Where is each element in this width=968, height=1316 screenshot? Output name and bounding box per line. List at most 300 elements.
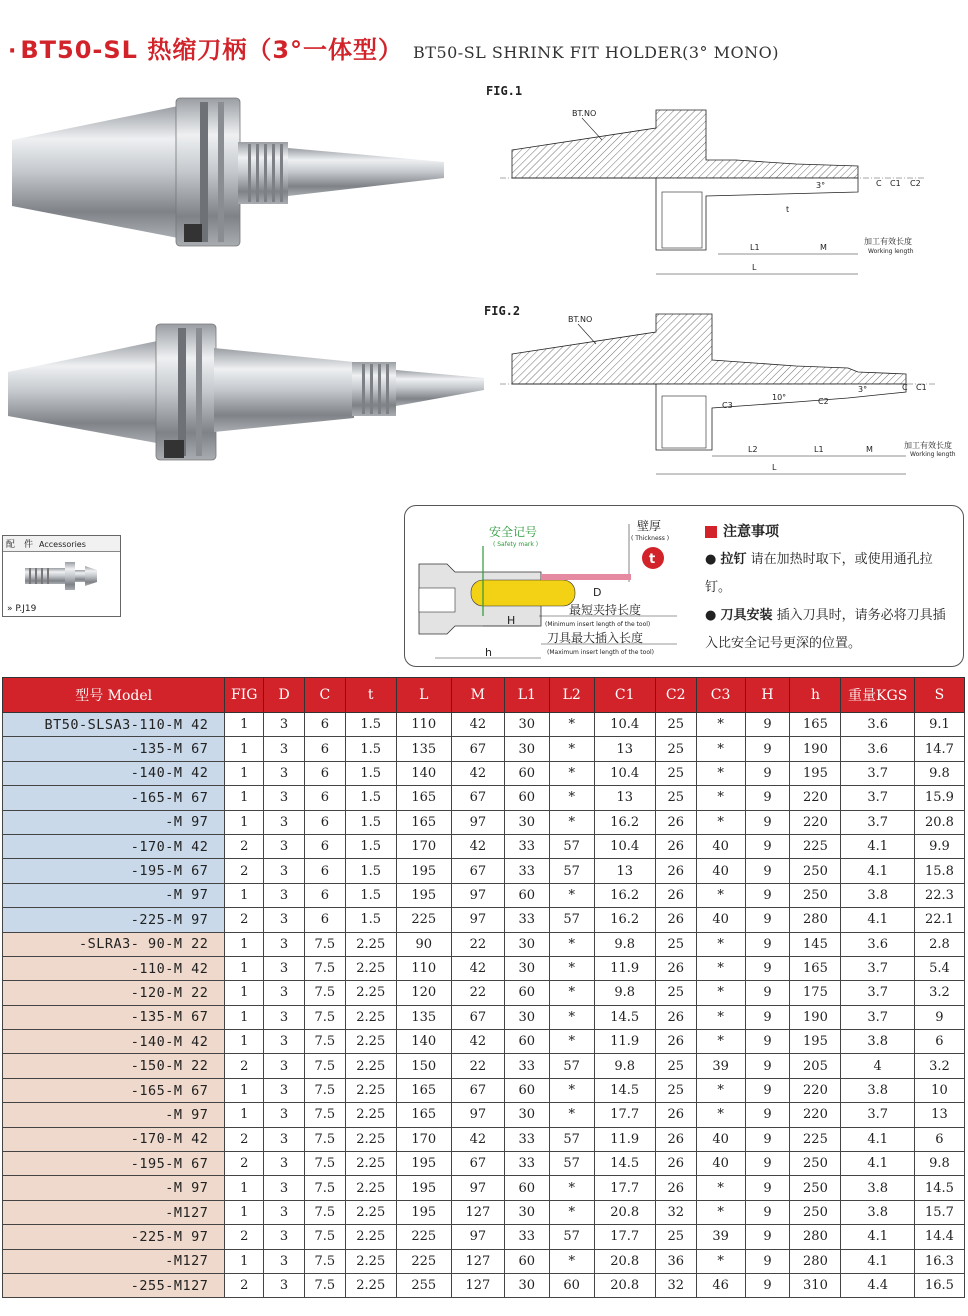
table-cell: 205 bbox=[790, 1054, 841, 1078]
table-cell: 26 bbox=[655, 883, 696, 907]
model-cell: -170-M 42 bbox=[3, 834, 225, 858]
table-cell: 195 bbox=[790, 761, 841, 785]
pull-stud-image bbox=[21, 556, 101, 596]
table-cell: 26 bbox=[655, 908, 696, 932]
table-cell: * bbox=[549, 956, 594, 980]
table-cell: 9 bbox=[745, 1103, 790, 1127]
table-cell: 9.8 bbox=[594, 932, 655, 956]
table-cell: 11.9 bbox=[594, 1030, 655, 1054]
table-cell: 195 bbox=[396, 1176, 451, 1200]
table-cell: 2.25 bbox=[345, 956, 396, 980]
table-cell: 57 bbox=[549, 1225, 594, 1249]
table-cell: 9 bbox=[745, 883, 790, 907]
table-cell: 7.5 bbox=[304, 1127, 345, 1151]
table-cell: 110 bbox=[396, 956, 451, 980]
table-row bbox=[3, 1054, 965, 1078]
table-cell: 195 bbox=[396, 1152, 451, 1176]
model-cell: -M 97 bbox=[3, 883, 225, 907]
table-cell: 1 bbox=[225, 786, 264, 810]
table-cell: 14.7 bbox=[914, 737, 964, 761]
table-cell: 20.8 bbox=[594, 1249, 655, 1273]
product-photo-fig1 bbox=[8, 92, 448, 252]
table-cell: 7.5 bbox=[304, 1225, 345, 1249]
table-cell: 2.25 bbox=[345, 1103, 396, 1127]
model-cell: -110-M 42 bbox=[3, 956, 225, 980]
table-cell: 30 bbox=[504, 713, 549, 737]
max-insert-cn: 刀具最大插入长度 bbox=[547, 631, 644, 645]
table-cell: 250 bbox=[790, 1176, 841, 1200]
accessories-ref-link[interactable]: » P.J19 bbox=[7, 604, 37, 614]
table-cell: 30 bbox=[504, 932, 549, 956]
table-cell: 225 bbox=[396, 908, 451, 932]
table-cell: 26 bbox=[655, 956, 696, 980]
fig2-dim-c2: C2 bbox=[818, 397, 829, 406]
table-cell: 195 bbox=[396, 859, 451, 883]
table-cell: 39 bbox=[696, 1225, 745, 1249]
table-cell: 3 bbox=[264, 1273, 305, 1297]
table-cell: 4 bbox=[841, 1054, 914, 1078]
table-cell: * bbox=[549, 1200, 594, 1224]
table-cell: 30 bbox=[504, 1103, 549, 1127]
fig1-dim-l1: L1 bbox=[750, 243, 760, 252]
table-cell: 6 bbox=[304, 713, 345, 737]
table-cell: 20.8 bbox=[594, 1273, 655, 1297]
table-row bbox=[3, 834, 965, 858]
table-cell: 40 bbox=[696, 1152, 745, 1176]
column-header: h bbox=[790, 678, 841, 713]
table-cell: 195 bbox=[790, 1030, 841, 1054]
table-cell: 26 bbox=[655, 810, 696, 834]
table-row bbox=[3, 1078, 965, 1102]
table-cell: 2 bbox=[225, 908, 264, 932]
table-cell: * bbox=[696, 1078, 745, 1102]
column-header: L1 bbox=[504, 678, 549, 713]
table-cell: 9 bbox=[745, 1225, 790, 1249]
table-cell: 9.8 bbox=[914, 761, 964, 785]
table-cell: 2.25 bbox=[345, 1030, 396, 1054]
table-cell: 280 bbox=[790, 1249, 841, 1273]
table-cell: 1.5 bbox=[345, 859, 396, 883]
table-cell: * bbox=[549, 1005, 594, 1029]
table-cell: 9 bbox=[745, 713, 790, 737]
table-cell: * bbox=[696, 932, 745, 956]
table-cell: 3.7 bbox=[841, 1103, 914, 1127]
table-cell: 195 bbox=[396, 1200, 451, 1224]
column-header: L bbox=[396, 678, 451, 713]
insertion-diagram bbox=[407, 506, 697, 664]
table-cell: 1 bbox=[225, 1078, 264, 1102]
table-cell: 2 bbox=[225, 1127, 264, 1151]
table-cell: 25 bbox=[655, 932, 696, 956]
table-cell: 33 bbox=[504, 859, 549, 883]
table-cell: 6 bbox=[304, 810, 345, 834]
thickness-cn: 壁厚 bbox=[637, 519, 662, 533]
note-title: 拉钉 bbox=[720, 552, 747, 567]
table-cell: 6 bbox=[914, 1030, 964, 1054]
table-cell: * bbox=[696, 883, 745, 907]
table-cell: 9 bbox=[745, 1030, 790, 1054]
table-cell: 2.25 bbox=[345, 932, 396, 956]
table-cell: 97 bbox=[451, 1176, 504, 1200]
table-cell: 9 bbox=[745, 737, 790, 761]
column-header: FIG bbox=[225, 678, 264, 713]
table-cell: 3 bbox=[264, 859, 305, 883]
table-row bbox=[3, 786, 965, 810]
table-cell: 9 bbox=[745, 1249, 790, 1273]
table-cell: 6 bbox=[304, 859, 345, 883]
dim-h-small: H bbox=[507, 614, 516, 627]
table-cell: 6 bbox=[304, 786, 345, 810]
table-cell: 1.5 bbox=[345, 713, 396, 737]
model-cell: -255-M127 bbox=[3, 1273, 225, 1297]
table-cell: 3 bbox=[264, 737, 305, 761]
table-cell: 1 bbox=[225, 932, 264, 956]
table-cell: 3.7 bbox=[841, 786, 914, 810]
table-cell: 3 bbox=[264, 956, 305, 980]
fig2-dim-angle3: 3° bbox=[858, 385, 868, 394]
safety-mark-en: ( Safety mark ) bbox=[493, 541, 539, 548]
table-cell: 2.25 bbox=[345, 1005, 396, 1029]
table-cell: 26 bbox=[655, 1103, 696, 1127]
table-cell: * bbox=[549, 713, 594, 737]
table-cell: 9 bbox=[745, 932, 790, 956]
table-cell: 9 bbox=[745, 859, 790, 883]
max-insert-en: (Maximum insert length of the tool) bbox=[547, 649, 655, 656]
table-cell: 90 bbox=[396, 932, 451, 956]
table-cell: 3.8 bbox=[841, 1078, 914, 1102]
title-bullet: · bbox=[8, 39, 17, 64]
table-cell: 60 bbox=[504, 761, 549, 785]
table-cell: 1 bbox=[225, 1103, 264, 1127]
table-cell: 250 bbox=[790, 1200, 841, 1224]
table-cell: 26 bbox=[655, 834, 696, 858]
table-cell: 190 bbox=[790, 1005, 841, 1029]
table-cell: 13 bbox=[594, 737, 655, 761]
table-cell: 3.7 bbox=[841, 810, 914, 834]
note-text: 插入刀具时，请务必将刀具插入比安全记号更深的位置。 bbox=[705, 608, 946, 651]
table-cell: 17.7 bbox=[594, 1103, 655, 1127]
table-cell: 67 bbox=[451, 859, 504, 883]
table-cell: 60 bbox=[504, 883, 549, 907]
min-insert-en: (Minimum insert length of the tool) bbox=[545, 621, 651, 628]
table-cell: 17.7 bbox=[594, 1176, 655, 1200]
table-cell: 9.8 bbox=[594, 1054, 655, 1078]
table-cell: 26 bbox=[655, 1005, 696, 1029]
table-cell: * bbox=[696, 1005, 745, 1029]
table-cell: 57 bbox=[549, 1152, 594, 1176]
table-cell: 42 bbox=[451, 1127, 504, 1151]
table-cell: 2.25 bbox=[345, 1225, 396, 1249]
table-cell: 16.2 bbox=[594, 810, 655, 834]
table-cell: 1 bbox=[225, 981, 264, 1005]
table-cell: 3 bbox=[264, 1127, 305, 1151]
table-cell: 22.3 bbox=[914, 883, 964, 907]
table-cell: 9 bbox=[745, 786, 790, 810]
column-header: S bbox=[914, 678, 964, 713]
table-cell: 165 bbox=[396, 810, 451, 834]
table-cell: 6 bbox=[304, 883, 345, 907]
table-cell: * bbox=[696, 810, 745, 834]
table-cell: 127 bbox=[451, 1273, 504, 1297]
table-cell: 135 bbox=[396, 737, 451, 761]
table-cell: 25 bbox=[655, 1078, 696, 1102]
table-cell: 20.8 bbox=[914, 810, 964, 834]
table-cell: * bbox=[549, 1078, 594, 1102]
table-cell: 9 bbox=[745, 1127, 790, 1151]
table-cell: 10.4 bbox=[594, 761, 655, 785]
table-cell: 4.1 bbox=[841, 1152, 914, 1176]
table-cell: 7.5 bbox=[304, 1078, 345, 1102]
table-cell: 6 bbox=[304, 908, 345, 932]
min-insert-cn: 最短夹持长度 bbox=[569, 603, 642, 617]
table-cell: 9 bbox=[745, 908, 790, 932]
table-cell: 7.5 bbox=[304, 1152, 345, 1176]
red-square-icon bbox=[705, 526, 717, 538]
table-cell: 9 bbox=[745, 1200, 790, 1224]
fig1-working-cn: 加工有效长度 bbox=[864, 237, 912, 246]
table-cell: 9 bbox=[914, 1005, 964, 1029]
fig1-dim-m: M bbox=[820, 243, 827, 252]
table-cell: 150 bbox=[396, 1054, 451, 1078]
table-cell: 15.7 bbox=[914, 1200, 964, 1224]
table-cell: 2.25 bbox=[345, 1200, 396, 1224]
model-cell: BT50-SLSA3-110-M 42 bbox=[3, 713, 225, 737]
table-cell: 6 bbox=[304, 761, 345, 785]
column-header: C3 bbox=[696, 678, 745, 713]
table-cell: 6 bbox=[914, 1127, 964, 1151]
model-cell: -135-M 67 bbox=[3, 1005, 225, 1029]
table-cell: 7.5 bbox=[304, 1249, 345, 1273]
fig2-working-en: Working length bbox=[910, 451, 956, 458]
table-cell: 13 bbox=[914, 1103, 964, 1127]
table-cell: * bbox=[696, 981, 745, 1005]
table-cell: 67 bbox=[451, 1005, 504, 1029]
model-cell: -140-M 42 bbox=[3, 761, 225, 785]
table-cell: 22 bbox=[451, 932, 504, 956]
table-cell: 175 bbox=[790, 981, 841, 1005]
model-cell: -165-M 67 bbox=[3, 786, 225, 810]
table-cell: 26 bbox=[655, 859, 696, 883]
table-cell: 97 bbox=[451, 1103, 504, 1127]
title-english: BT50-SL SHRINK FIT HOLDER(3° MONO) bbox=[413, 43, 779, 62]
model-cell: -M 97 bbox=[3, 1103, 225, 1127]
table-cell: 9 bbox=[745, 1005, 790, 1029]
table-cell: 33 bbox=[504, 1152, 549, 1176]
table-cell: 3 bbox=[264, 981, 305, 1005]
product-photo-fig2 bbox=[4, 318, 488, 468]
table-cell: 30 bbox=[504, 956, 549, 980]
table-cell: 97 bbox=[451, 908, 504, 932]
table-cell: 17.7 bbox=[594, 1225, 655, 1249]
table-cell: 7.5 bbox=[304, 1273, 345, 1297]
table-cell: 97 bbox=[451, 1225, 504, 1249]
table-cell: 1 bbox=[225, 1005, 264, 1029]
fig2-bt-no: BT.NO bbox=[568, 315, 593, 324]
fig2-dim-m: M bbox=[866, 445, 873, 454]
note-item-tool-install bbox=[705, 602, 957, 658]
table-cell: 2 bbox=[225, 1225, 264, 1249]
column-header: 重量KGS bbox=[841, 678, 914, 713]
table-cell: 3 bbox=[264, 1103, 305, 1127]
table-cell: 220 bbox=[790, 810, 841, 834]
table-cell: 195 bbox=[396, 883, 451, 907]
table-cell: 22 bbox=[451, 1054, 504, 1078]
table-cell: 225 bbox=[396, 1225, 451, 1249]
fig1-dim-c1: C1 bbox=[890, 179, 901, 188]
table-cell: 3.6 bbox=[841, 737, 914, 761]
table-cell: 280 bbox=[790, 908, 841, 932]
table-cell: 3.2 bbox=[914, 1054, 964, 1078]
table-cell: 3.7 bbox=[841, 1005, 914, 1029]
table-row bbox=[3, 1005, 965, 1029]
table-cell: 3.7 bbox=[841, 956, 914, 980]
table-cell: 26 bbox=[655, 1152, 696, 1176]
table-cell: 60 bbox=[504, 1176, 549, 1200]
table-cell: 220 bbox=[790, 1078, 841, 1102]
table-cell: 16.3 bbox=[914, 1249, 964, 1273]
table-cell: 250 bbox=[790, 859, 841, 883]
model-cell: -165-M 67 bbox=[3, 1078, 225, 1102]
table-cell: 3 bbox=[264, 1054, 305, 1078]
table-cell: 3 bbox=[264, 1030, 305, 1054]
table-cell: 3.7 bbox=[841, 761, 914, 785]
table-cell: 9 bbox=[745, 1054, 790, 1078]
table-cell: 3.8 bbox=[841, 883, 914, 907]
column-header: L2 bbox=[549, 678, 594, 713]
table-row bbox=[3, 1127, 965, 1151]
column-header: C bbox=[304, 678, 345, 713]
table-row bbox=[3, 1152, 965, 1176]
table-cell: 3 bbox=[264, 1078, 305, 1102]
table-cell: 25 bbox=[655, 761, 696, 785]
table-cell: 4.1 bbox=[841, 834, 914, 858]
fig1-label: FIG.1 bbox=[486, 84, 523, 98]
model-cell: -SLRA3- 90-M 22 bbox=[3, 932, 225, 956]
table-cell: * bbox=[696, 1030, 745, 1054]
table-cell: 4.1 bbox=[841, 1127, 914, 1151]
table-cell: 2.25 bbox=[345, 1249, 396, 1273]
table-cell: 225 bbox=[790, 834, 841, 858]
table-cell: 1 bbox=[225, 1176, 264, 1200]
table-cell: 9 bbox=[745, 1078, 790, 1102]
table-cell: 6 bbox=[304, 834, 345, 858]
table-cell: 165 bbox=[396, 1078, 451, 1102]
table-cell: 3 bbox=[264, 810, 305, 834]
table-cell: 60 bbox=[504, 786, 549, 810]
table-cell: 42 bbox=[451, 713, 504, 737]
fig2-label: FIG.2 bbox=[484, 304, 521, 318]
table-cell: 3 bbox=[264, 834, 305, 858]
table-cell: 3 bbox=[264, 932, 305, 956]
table-cell: 46 bbox=[696, 1273, 745, 1297]
table-cell: * bbox=[549, 737, 594, 761]
model-cell: -140-M 42 bbox=[3, 1030, 225, 1054]
table-cell: 15.8 bbox=[914, 859, 964, 883]
table-cell: * bbox=[696, 1200, 745, 1224]
fig2-dim-c3: C3 bbox=[722, 401, 733, 410]
fig2-dim-l2: L2 bbox=[748, 445, 758, 454]
fig1-dim-l: L bbox=[752, 263, 757, 272]
column-header: t bbox=[345, 678, 396, 713]
column-header: M bbox=[451, 678, 504, 713]
table-cell: 3.6 bbox=[841, 713, 914, 737]
table-cell: 1 bbox=[225, 810, 264, 834]
table-cell: 9 bbox=[745, 1176, 790, 1200]
table-cell: 7.5 bbox=[304, 1054, 345, 1078]
fig2-working-cn: 加工有效长度 bbox=[904, 441, 952, 450]
table-cell: 25 bbox=[655, 786, 696, 810]
model-cell: -225-M 97 bbox=[3, 1225, 225, 1249]
table-row bbox=[3, 810, 965, 834]
table-row bbox=[3, 713, 965, 737]
fig1-bt-no: BT.NO bbox=[572, 109, 597, 118]
fig2-dim-l1: L1 bbox=[814, 445, 824, 454]
table-cell: 16.2 bbox=[594, 883, 655, 907]
table-cell: 3 bbox=[264, 713, 305, 737]
table-cell: 67 bbox=[451, 1152, 504, 1176]
model-cell: -120-M 22 bbox=[3, 981, 225, 1005]
table-cell: 2 bbox=[225, 1054, 264, 1078]
table-cell: * bbox=[549, 786, 594, 810]
table-cell: 2.25 bbox=[345, 1127, 396, 1151]
table-cell: 11.9 bbox=[594, 1127, 655, 1151]
table-cell: 3 bbox=[264, 1176, 305, 1200]
model-cell: -M127 bbox=[3, 1200, 225, 1224]
table-row bbox=[3, 932, 965, 956]
table-row bbox=[3, 883, 965, 907]
table-cell: 42 bbox=[451, 834, 504, 858]
table-cell: 1.5 bbox=[345, 908, 396, 932]
table-cell: * bbox=[549, 1030, 594, 1054]
table-cell: 7.5 bbox=[304, 981, 345, 1005]
table-cell: 6 bbox=[304, 737, 345, 761]
table-cell: 3.7 bbox=[841, 981, 914, 1005]
table-cell: * bbox=[696, 956, 745, 980]
table-cell: 2.25 bbox=[345, 1176, 396, 1200]
table-cell: 4.1 bbox=[841, 1249, 914, 1273]
table-cell: 255 bbox=[396, 1273, 451, 1297]
table-cell: 2.25 bbox=[345, 1273, 396, 1297]
column-header: 型号 Model bbox=[3, 678, 225, 713]
table-cell: 3 bbox=[264, 761, 305, 785]
table-cell: 42 bbox=[451, 1030, 504, 1054]
table-cell: 7.5 bbox=[304, 1176, 345, 1200]
fig2-dim-c1: C1 bbox=[916, 383, 927, 392]
table-cell: 10.4 bbox=[594, 713, 655, 737]
table-cell: 97 bbox=[451, 883, 504, 907]
table-cell: 170 bbox=[396, 834, 451, 858]
fig1-dim-c: C bbox=[876, 179, 882, 188]
table-cell: 190 bbox=[790, 737, 841, 761]
table-cell: 145 bbox=[790, 932, 841, 956]
table-cell: 3.8 bbox=[841, 1176, 914, 1200]
fig1-dim-angle: 3° bbox=[816, 181, 826, 190]
table-cell: 57 bbox=[549, 1054, 594, 1078]
table-cell: 14.5 bbox=[594, 1078, 655, 1102]
table-cell: 2.25 bbox=[345, 981, 396, 1005]
table-cell: 1.5 bbox=[345, 810, 396, 834]
table-cell: 14.4 bbox=[914, 1225, 964, 1249]
table-cell: * bbox=[696, 713, 745, 737]
table-cell: 14.5 bbox=[594, 1005, 655, 1029]
table-cell: 135 bbox=[396, 1005, 451, 1029]
table-cell: 4.1 bbox=[841, 908, 914, 932]
table-cell: 9 bbox=[745, 761, 790, 785]
accessories-box bbox=[2, 535, 121, 617]
column-header: C1 bbox=[594, 678, 655, 713]
table-cell: 14.5 bbox=[914, 1176, 964, 1200]
table-cell: 280 bbox=[790, 1225, 841, 1249]
